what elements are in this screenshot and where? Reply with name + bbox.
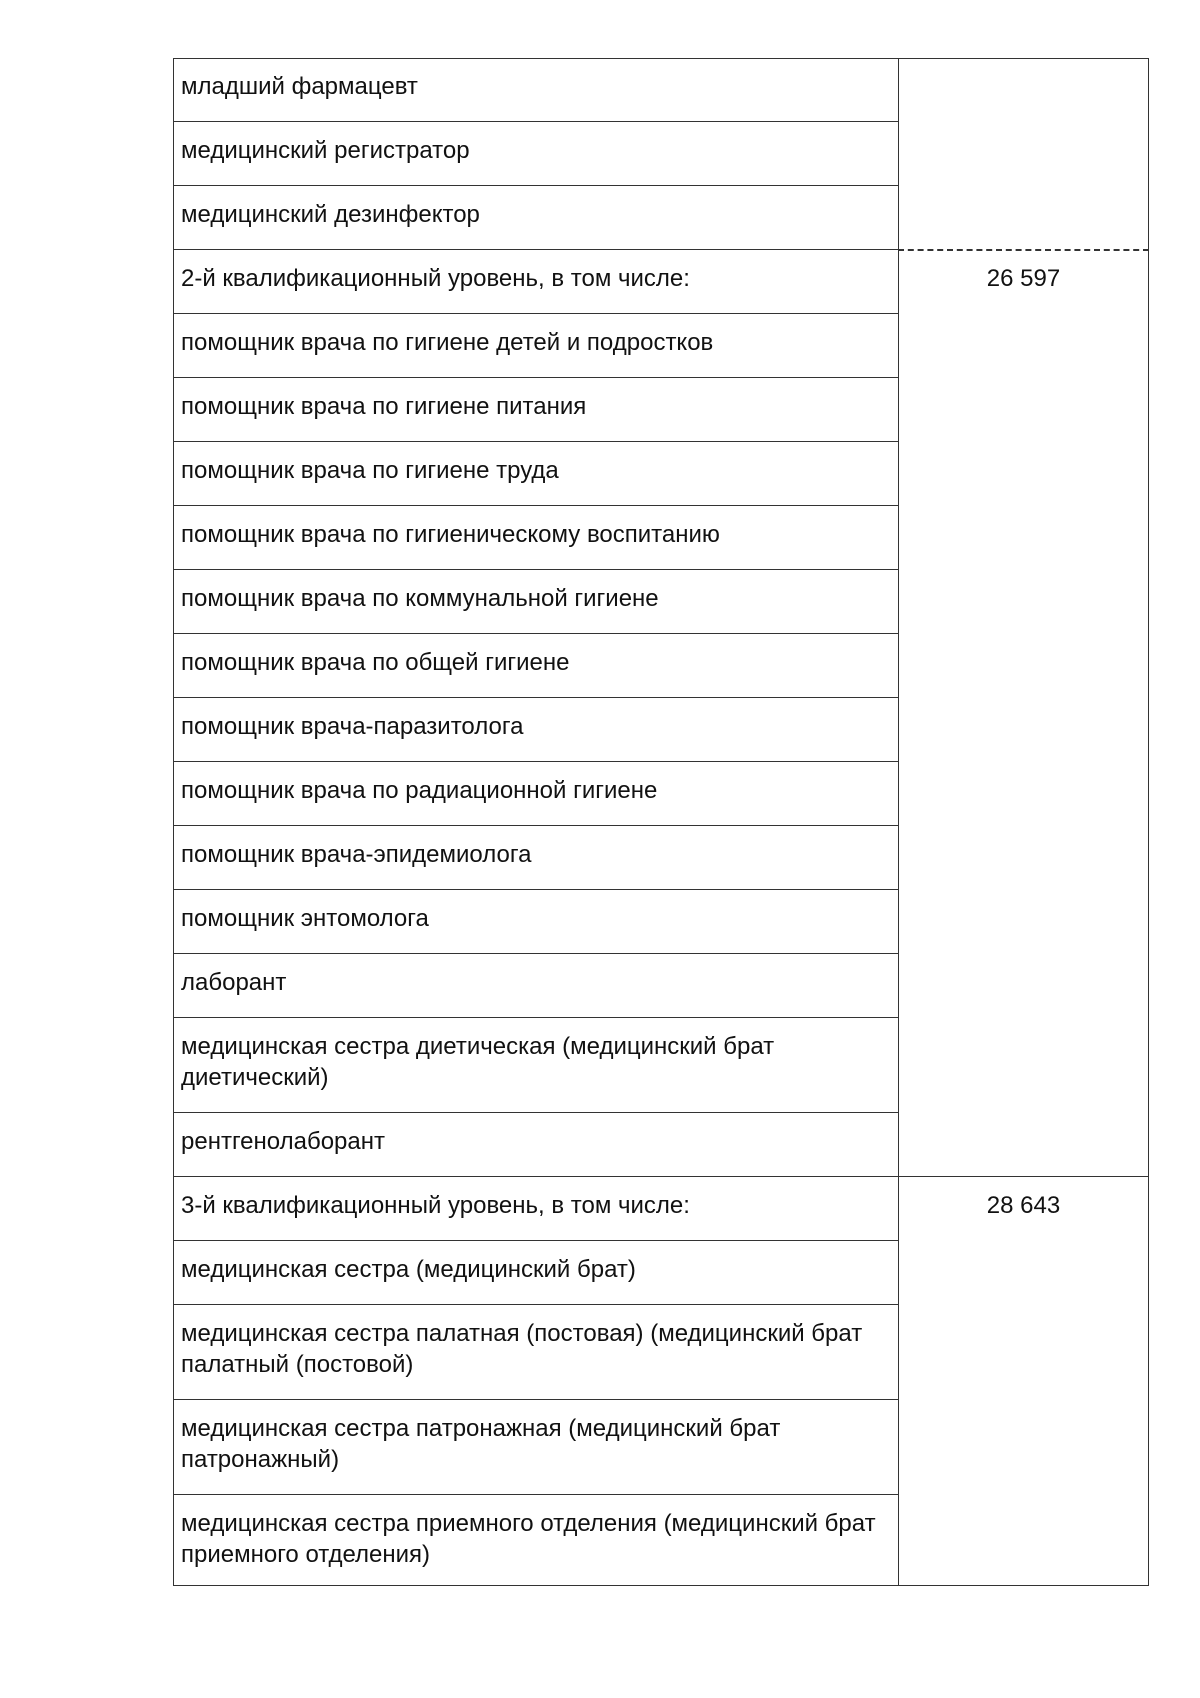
table-row: [173, 1018, 898, 1113]
salary-value: 26 597: [986, 265, 1061, 292]
position-name: младший фармацевт: [181, 73, 418, 100]
salary-value: 28 643: [986, 1192, 1061, 1219]
position-name: медицинская сестра диетическая (медицинский брат диетический): [181, 1033, 775, 1091]
position-name: помощник врача-эпидемиолога: [181, 841, 532, 868]
position-name: помощник энтомолога: [181, 905, 429, 932]
table-row: [173, 698, 898, 762]
table-row: [173, 570, 898, 634]
table-row: [173, 186, 898, 250]
table-row: [173, 442, 898, 506]
position-name: медицинская сестра (медицинский брат): [181, 1256, 636, 1283]
table-row: [173, 826, 898, 890]
salary-table: [173, 58, 1149, 1586]
position-name: помощник врача-паразитолога: [181, 713, 524, 740]
position-name: медицинский дезинфектор: [181, 201, 480, 228]
value-cell-level-2: [898, 250, 1149, 1177]
table-row: [173, 314, 898, 378]
position-name: медицинская сестра патронажная (медицинский брат патронажный): [181, 1415, 781, 1473]
value-cell-level-3: [898, 1177, 1149, 1586]
position-name: помощник врача по радиационной гигиене: [181, 777, 658, 804]
value-divider: [898, 1176, 1149, 1177]
table-row: [173, 890, 898, 954]
value-cell-empty: [898, 58, 1149, 250]
table-row: [173, 122, 898, 186]
table-row: [173, 634, 898, 698]
position-name: медицинская сестра палатная (постовая) (медицинский брат палатный (постовой): [181, 1320, 863, 1378]
position-name: помощник врача по гигиене детей и подростков: [181, 329, 714, 356]
table-row-level-heading: [173, 1177, 898, 1241]
table-row: [173, 1113, 898, 1177]
position-name: медицинская сестра приемного отделения (медицинский брат приемного отделения): [181, 1510, 876, 1568]
table-row: [173, 954, 898, 1018]
table-row: [173, 1400, 898, 1495]
position-name: помощник врача по гигиене труда: [181, 457, 559, 484]
position-name: лаборант: [181, 969, 287, 996]
position-name: помощник врача по коммунальной гигиене: [181, 585, 659, 612]
level-heading: 3-й квалификационный уровень, в том числе:: [181, 1192, 690, 1219]
dashed-divider: [898, 249, 1149, 251]
table-row: [173, 762, 898, 826]
position-name: медицинский регистратор: [181, 137, 470, 164]
table-bottom-border: [898, 1585, 1149, 1586]
table-row: [173, 58, 898, 122]
table-row-level-heading: [173, 250, 898, 314]
position-name: помощник врача по гигиеническому воспитанию: [181, 521, 720, 548]
table-row: [173, 378, 898, 442]
position-name: помощник врача по гигиене питания: [181, 393, 587, 420]
table-row: [173, 1241, 898, 1305]
level-heading: 2-й квалификационный уровень, в том числе:: [181, 265, 690, 292]
table-row: [173, 506, 898, 570]
position-name: рентгенолаборант: [181, 1128, 385, 1155]
table-row: [173, 1495, 898, 1586]
position-name: помощник врача по общей гигиене: [181, 649, 570, 676]
table-row: [173, 1305, 898, 1400]
